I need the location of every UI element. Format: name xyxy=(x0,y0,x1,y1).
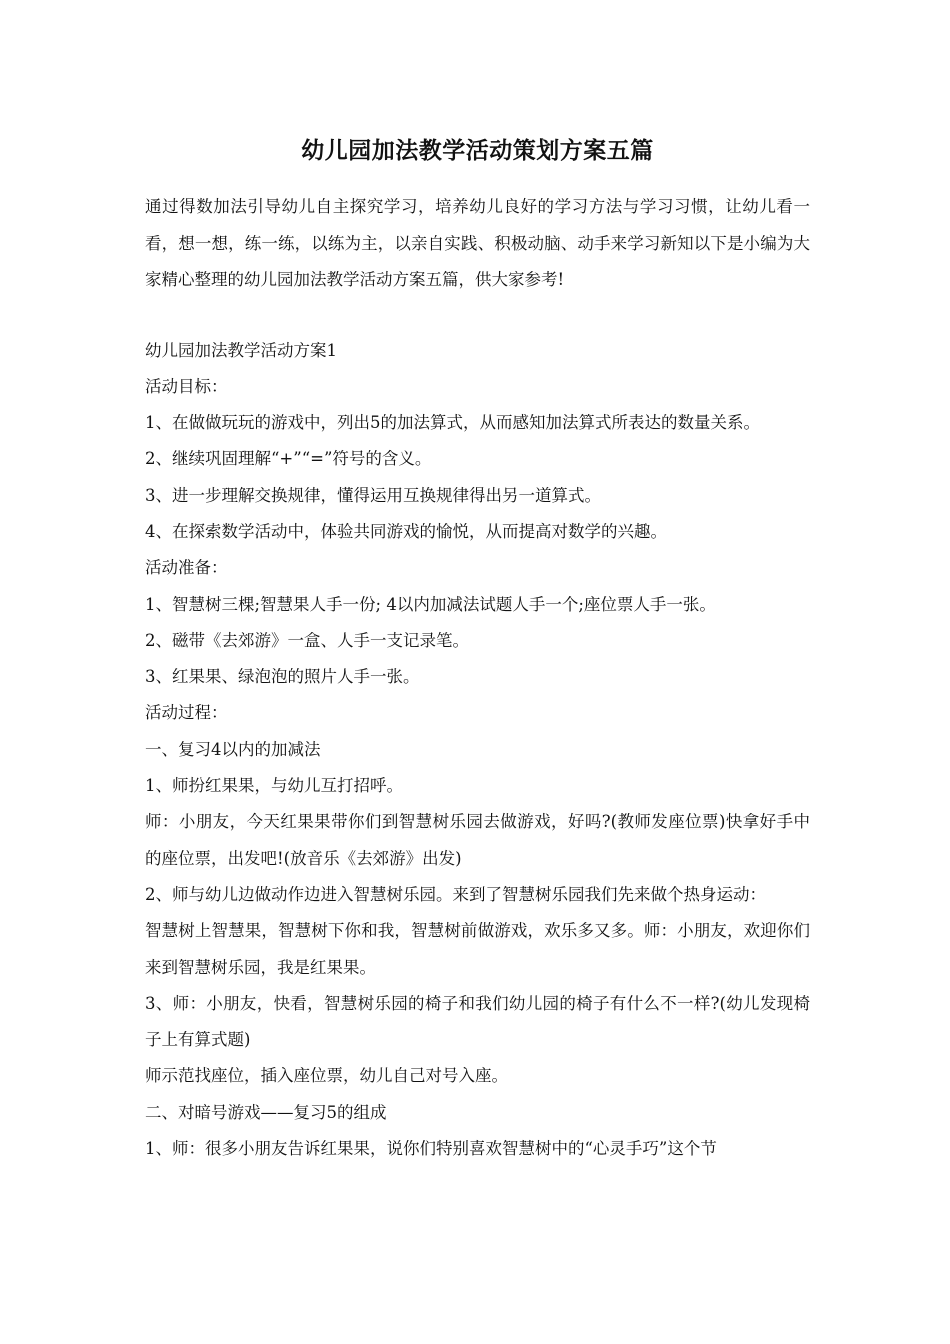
subheading-preparation: 活动准备： xyxy=(145,558,228,578)
process-step-heading: 二、对暗号游戏——复习5的组成 xyxy=(145,1102,387,1122)
intro-paragraph: 通过得数加法引导幼儿自主探究学习，培养幼儿良好的学习方法与学习习惯，让幼儿看一看，想一想，练一练，以练为主，以亲自实践、积极动脑、动手来学习新知以下是小编为大家精心整理的幼儿园加法教学活动方案五篇，供大家参考! xyxy=(145,197,810,289)
process-text: 1、师扮红果果，与幼儿互打招呼。 xyxy=(145,776,403,796)
process-text: 师示范找座位，插入座位票，幼儿自己对号入座。 xyxy=(145,1066,508,1086)
preparation-item: 1、智慧树三棵;智慧果人手一份; 4以内加减法试题人手一个;座位票人手一张。 xyxy=(145,594,716,614)
subheading-goals: 活动目标： xyxy=(145,376,228,396)
goal-item: 4、在探索数学活动中，体验共同游戏的愉悦，从而提高对数学的兴趣。 xyxy=(145,521,667,541)
process-text: 师：小朋友，今天红果果带你们到智慧树乐园去做游戏，好吗?(教师发座位票)快拿好手中的座位票，出发吧!(放音乐《去郊游》出发) xyxy=(145,812,810,868)
process-text: 1、师：很多小朋友告诉红果果，说你们特别喜欢智慧树中的“心灵手巧”这个节 xyxy=(145,1139,717,1159)
process-text: 智慧树上智慧果，智慧树下你和我，智慧树前做游戏，欢乐多又多。师：小朋友，欢迎你们来到智慧树乐园，我是红果果。 xyxy=(145,921,810,977)
document-title: 幼儿园加法教学活动策划方案五篇 xyxy=(301,137,654,164)
body-lines xyxy=(145,333,810,1168)
document-body xyxy=(145,135,810,1167)
goal-item: 1、在做做玩玩的游戏中，列出5的加法算式，从而感知加法算式所表达的数量关系。 xyxy=(145,413,760,433)
goal-item: 2、继续巩固理解“+”“=”符号的含义。 xyxy=(145,449,432,469)
preparation-item: 3、红果果、绿泡泡的照片人手一张。 xyxy=(145,667,420,687)
process-text: 3、师：小朋友，快看，智慧树乐园的椅子和我们幼儿园的椅子有什么不一样?(幼儿发现椅子上有算式题) xyxy=(145,993,810,1050)
subheading-process: 活动过程： xyxy=(145,703,228,723)
section-heading: 幼儿园加法教学活动方案1 xyxy=(145,340,337,360)
process-text: 2、师与幼儿边做动作边进入智慧树乐园。来到了智慧树乐园我们先来做个热身运动： xyxy=(145,884,766,904)
preparation-item: 2、磁带《去郊游》一盒、人手一支记录笔。 xyxy=(145,630,469,650)
process-step-heading: 一、复习4以内的加减法 xyxy=(145,739,321,759)
goal-item: 3、进一步理解交换规律，懂得运用互换规律得出另一道算式。 xyxy=(145,485,601,505)
